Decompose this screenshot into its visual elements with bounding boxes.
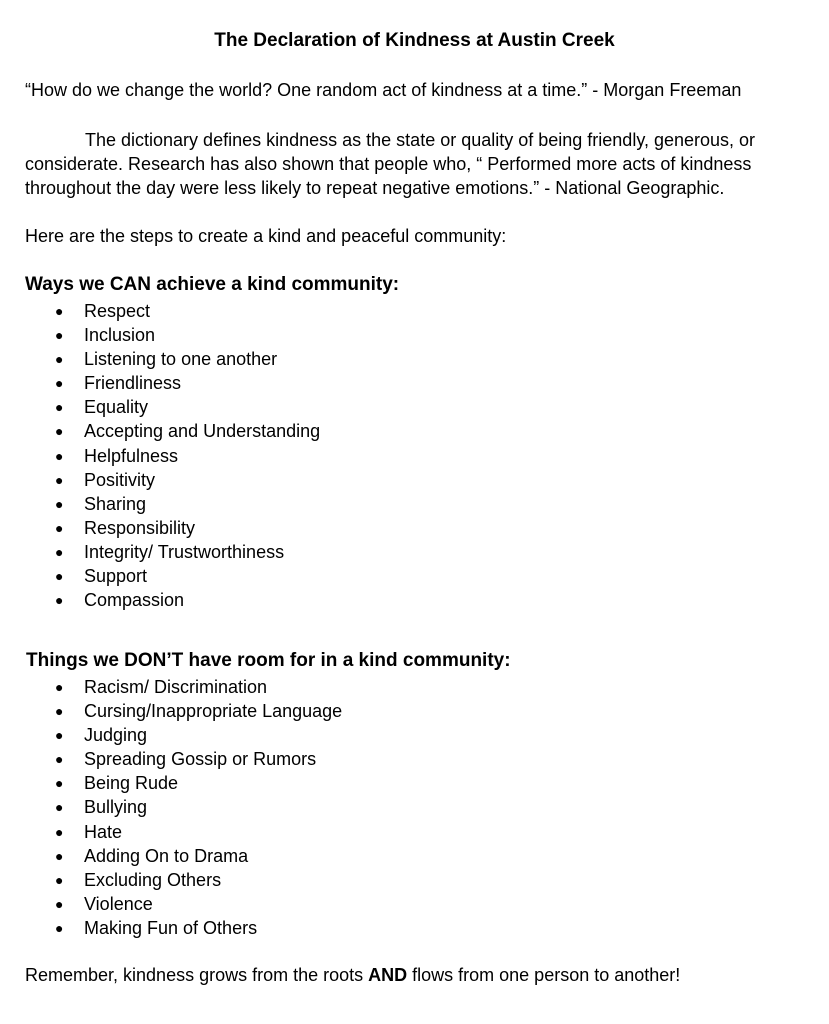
list-item-text: Cursing/Inappropriate Language xyxy=(84,701,343,722)
list-item xyxy=(0,347,320,371)
list-item-text: Judging xyxy=(84,725,148,746)
bullet-icon: ● xyxy=(55,303,64,319)
list-item-text: Being Rude xyxy=(84,773,179,794)
bullet-icon: ● xyxy=(55,543,64,560)
bullet-icon: ● xyxy=(55,799,64,816)
bullet-icon: ● xyxy=(55,327,64,344)
list-item-text: Responsibility xyxy=(84,517,196,538)
intro-paragraph xyxy=(25,128,785,200)
closing-statement xyxy=(25,965,680,986)
list-item xyxy=(0,795,342,819)
bullet-icon: ● xyxy=(55,592,64,609)
list-item xyxy=(0,564,320,588)
list-item-text: Respect xyxy=(84,301,151,321)
can-list xyxy=(0,299,320,612)
intro-paragraph-text: The dictionary defines kindness as the state or quality of being friendly, generous, or considerate. Research has also shown that people who, “ Performed more acts of kindness throughout the day were less likely to repeat negative emotions.” - National Geographic. xyxy=(25,130,756,198)
list-item-text: Racism/ Discrimination xyxy=(84,677,268,697)
list-item xyxy=(0,916,342,940)
list-item xyxy=(0,371,320,395)
list-item xyxy=(0,844,342,868)
list-item-text: Listening to one another xyxy=(84,349,278,370)
list-item xyxy=(0,699,342,723)
list-item xyxy=(0,468,320,492)
list-item-text: Spreading Gossip or Rumors xyxy=(84,749,317,770)
list-item-text: Violence xyxy=(84,893,153,914)
dont-section-heading: Things we DON’T have room for in a kind community: xyxy=(26,650,511,671)
list-item-text: Helpfulness xyxy=(84,445,179,466)
opening-quote: “How do we change the world? One random act of kindness at a time.” - Morgan Freeman xyxy=(25,80,742,100)
list-item xyxy=(0,771,342,795)
list-item-text: Bullying xyxy=(84,797,148,818)
bullet-icon: ● xyxy=(55,679,64,695)
list-item-text: Integrity/ Trustworthiness xyxy=(84,541,285,562)
bullet-icon: ● xyxy=(55,727,64,744)
list-item-text: Accepting and Understanding xyxy=(84,421,321,442)
bullet-icon: ● xyxy=(55,351,64,368)
list-item xyxy=(0,588,320,612)
bullet-icon: ● xyxy=(55,775,64,792)
list-item-text: Support xyxy=(84,566,148,587)
bullet-icon: ● xyxy=(55,568,64,585)
list-item xyxy=(0,492,320,516)
list-item-text: Compassion xyxy=(84,590,185,611)
bullet-icon: ● xyxy=(55,495,64,512)
list-item xyxy=(0,540,320,564)
list-item xyxy=(0,323,320,347)
list-item-text: Making Fun of Others xyxy=(84,917,258,938)
bullet-icon: ● xyxy=(55,519,64,536)
list-item xyxy=(0,419,320,443)
list-item xyxy=(0,892,342,916)
list-item xyxy=(0,299,320,323)
list-item xyxy=(0,820,342,844)
bullet-icon: ● xyxy=(55,751,64,768)
list-item-text: Equality xyxy=(84,397,149,418)
list-item xyxy=(0,516,320,540)
bullet-icon: ● xyxy=(55,871,64,888)
list-item xyxy=(0,723,342,747)
list-item-text: Hate xyxy=(84,821,123,842)
can-section-heading: Ways we CAN achieve a kind community: xyxy=(25,274,400,295)
list-item-text: Inclusion xyxy=(84,325,156,346)
bullet-icon: ● xyxy=(55,703,64,720)
list-item xyxy=(0,675,342,699)
bullet-icon: ● xyxy=(55,423,64,440)
bullet-icon: ● xyxy=(55,895,64,912)
list-item-text: Sharing xyxy=(84,493,147,514)
list-item xyxy=(0,395,320,419)
bullet-icon: ● xyxy=(55,471,64,488)
list-item xyxy=(0,868,342,892)
closing-text-end: flows from one person to another! xyxy=(407,965,681,985)
bullet-icon: ● xyxy=(55,399,64,416)
closing-text-start: Remember, kindness grows from the roots xyxy=(25,965,369,985)
list-item xyxy=(0,444,320,468)
list-item-text: Friendliness xyxy=(84,373,182,394)
list-item-text: Adding On to Drama xyxy=(84,845,249,866)
steps-intro: Here are the steps to create a kind and peaceful community: xyxy=(25,226,507,246)
bullet-icon: ● xyxy=(55,919,64,936)
list-item xyxy=(0,747,342,771)
bullet-icon: ● xyxy=(55,447,64,464)
bullet-icon: ● xyxy=(55,375,64,392)
list-item-text: Positivity xyxy=(84,469,156,490)
bullet-icon: ● xyxy=(55,823,64,840)
bullet-icon: ● xyxy=(55,847,64,864)
list-item-text: Excluding Others xyxy=(84,869,222,890)
dont-list xyxy=(0,675,342,940)
closing-text-bold: AND xyxy=(368,965,408,985)
document-title: The Declaration of Kindness at Austin Creek xyxy=(214,30,615,51)
